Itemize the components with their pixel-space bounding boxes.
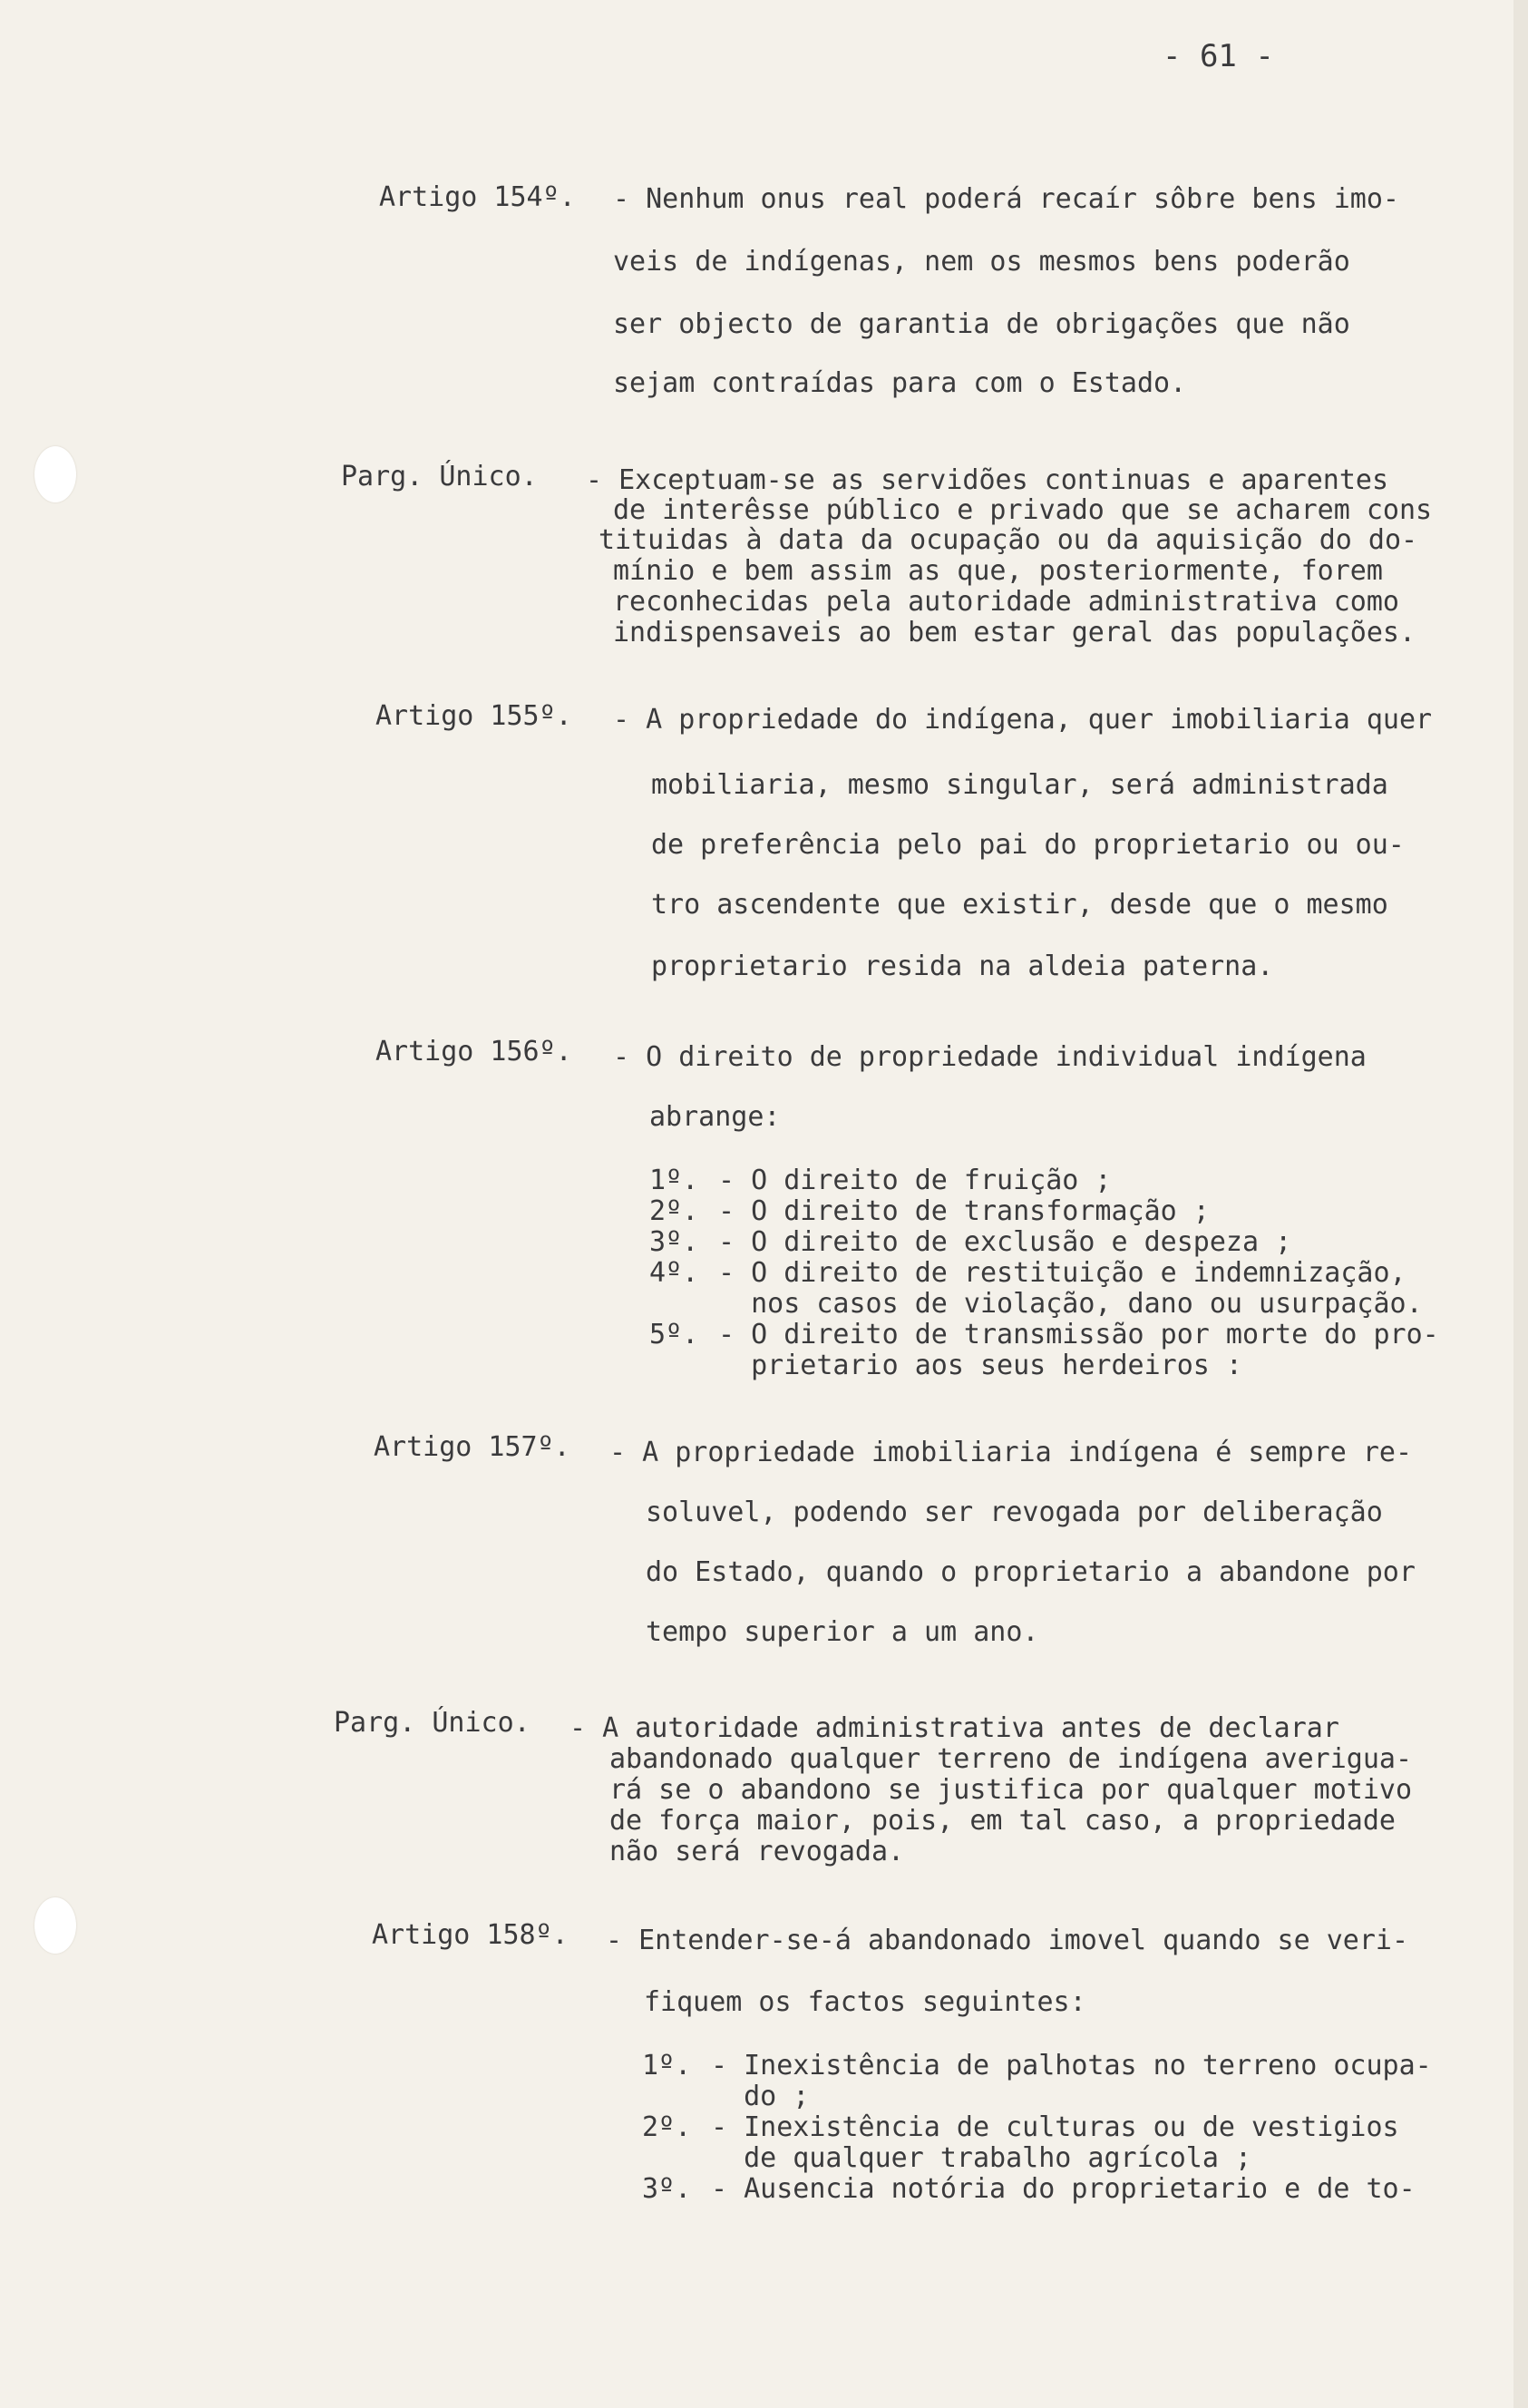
article-155-line: - A propriedade do indígena, quer imobiliaria quer: [613, 704, 1433, 736]
list-item-text: - Inexistência de palhotas no terreno ocupa-: [711, 2050, 1432, 2081]
paragraph-line: tituidas à data da ocupação ou da aquisição do do-: [599, 524, 1418, 556]
list-item-text: - O direito de transformação ;: [718, 1195, 1210, 1227]
article-156-line: abrange:: [649, 1101, 781, 1133]
page-edge: [1513, 0, 1528, 2408]
article-156-label: Artigo 156º.: [375, 1036, 572, 1068]
punch-hole-bottom: [34, 1897, 76, 1954]
article-158-line: fiquem os factos seguintes:: [644, 1986, 1086, 2018]
article-157-label: Artigo 157º.: [374, 1431, 570, 1463]
list-item-number: 5º.: [649, 1319, 699, 1350]
list-item-text: - Ausencia notória do proprietario e de to-: [711, 2173, 1416, 2205]
list-item-number: 3º.: [642, 2173, 692, 2205]
punch-hole-top: [34, 446, 76, 502]
article-154-line: sejam contraídas para com o Estado.: [613, 367, 1187, 399]
list-item-number: 2º.: [649, 1195, 699, 1227]
article-154-line: ser objecto de garantia de obrigações que não: [613, 308, 1350, 340]
paragraph-unique-label: Parg. Único.: [334, 1707, 530, 1739]
article-154-label: Artigo 154º.: [379, 181, 576, 213]
article-154-line: - Nenhum onus real poderá recaír sôbre bens imo-: [613, 183, 1399, 215]
list-item-text: do ;: [711, 2081, 810, 2112]
article-157-line: do Estado, quando o proprietario a abandone por: [646, 1556, 1416, 1588]
list-item-number: 4º.: [649, 1257, 699, 1289]
list-item-text: prietario aos seus herdeiros :: [718, 1350, 1242, 1381]
page-number: - 61 -: [1163, 38, 1274, 74]
paragraph-line: - Exceptuam-se as servidões continuas e aparentes: [586, 464, 1389, 496]
list-item-text: - Inexistência de culturas ou de vestigios: [711, 2111, 1399, 2143]
article-155-line: proprietario resida na aldeia paterna.: [651, 951, 1274, 982]
article-157-line: soluvel, podendo ser revogada por deliberação: [646, 1496, 1383, 1528]
list-item-number: 3º.: [649, 1226, 699, 1258]
list-item-number: 2º.: [642, 2111, 692, 2143]
article-157-line: - A propriedade imobiliaria indígena é sempre re-: [609, 1437, 1413, 1468]
paragraph-line: de força maior, pois, em tal caso, a propriedade: [609, 1805, 1396, 1837]
paragraph-line: rá se o abandono se justifica por qualquer motivo: [609, 1774, 1413, 1806]
list-item-text: de qualquer trabalho agrícola ;: [711, 2142, 1252, 2174]
list-item-text: - O direito de transmissão por morte do pro-: [718, 1319, 1439, 1350]
paragraph-line: abandonado qualquer terreno de indígena averigua-: [609, 1743, 1413, 1775]
article-156-line: - O direito de propriedade individual indígena: [613, 1041, 1367, 1073]
article-158-label: Artigo 158º.: [372, 1919, 569, 1951]
list-item-text: - O direito de restituição e indemnização,: [718, 1257, 1406, 1289]
article-157-line: tempo superior a um ano.: [646, 1616, 1039, 1648]
article-155-label: Artigo 155º.: [375, 700, 572, 732]
paragraph-line: mínio e bem assim as que, posteriormente, forem: [613, 555, 1383, 587]
article-155-line: de preferência pelo pai do proprietario ou ou-: [651, 829, 1405, 861]
paragraph-line: não será revogada.: [609, 1836, 905, 1867]
paragraph-line: indispensaveis ao bem estar geral das populações.: [613, 617, 1416, 648]
article-154-line: veis de indígenas, nem os mesmos bens poderão: [613, 246, 1350, 278]
list-item-number: 1º.: [649, 1165, 699, 1196]
article-155-line: tro ascendente que existir, desde que o mesmo: [651, 889, 1388, 921]
list-item-text: nos casos de violação, dano ou usurpação.: [718, 1288, 1423, 1320]
paragraph-line: - A autoridade administrativa antes de declarar: [569, 1712, 1339, 1744]
article-158-line: - Entender-se-á abandonado imovel quando se veri-: [606, 1925, 1409, 1956]
paragraph-line: reconhecidas pela autoridade administrativa como: [613, 586, 1399, 618]
list-item-number: 1º.: [642, 2050, 692, 2081]
list-item-text: - O direito de fruição ;: [718, 1165, 1112, 1196]
paragraph-line: de interêsse público e privado que se acharem cons: [613, 494, 1433, 526]
list-item-text: - O direito de exclusão e despeza ;: [718, 1226, 1292, 1258]
article-155-line: mobiliaria, mesmo singular, será administrada: [651, 769, 1388, 801]
paragraph-unique-label: Parg. Único.: [341, 461, 538, 492]
